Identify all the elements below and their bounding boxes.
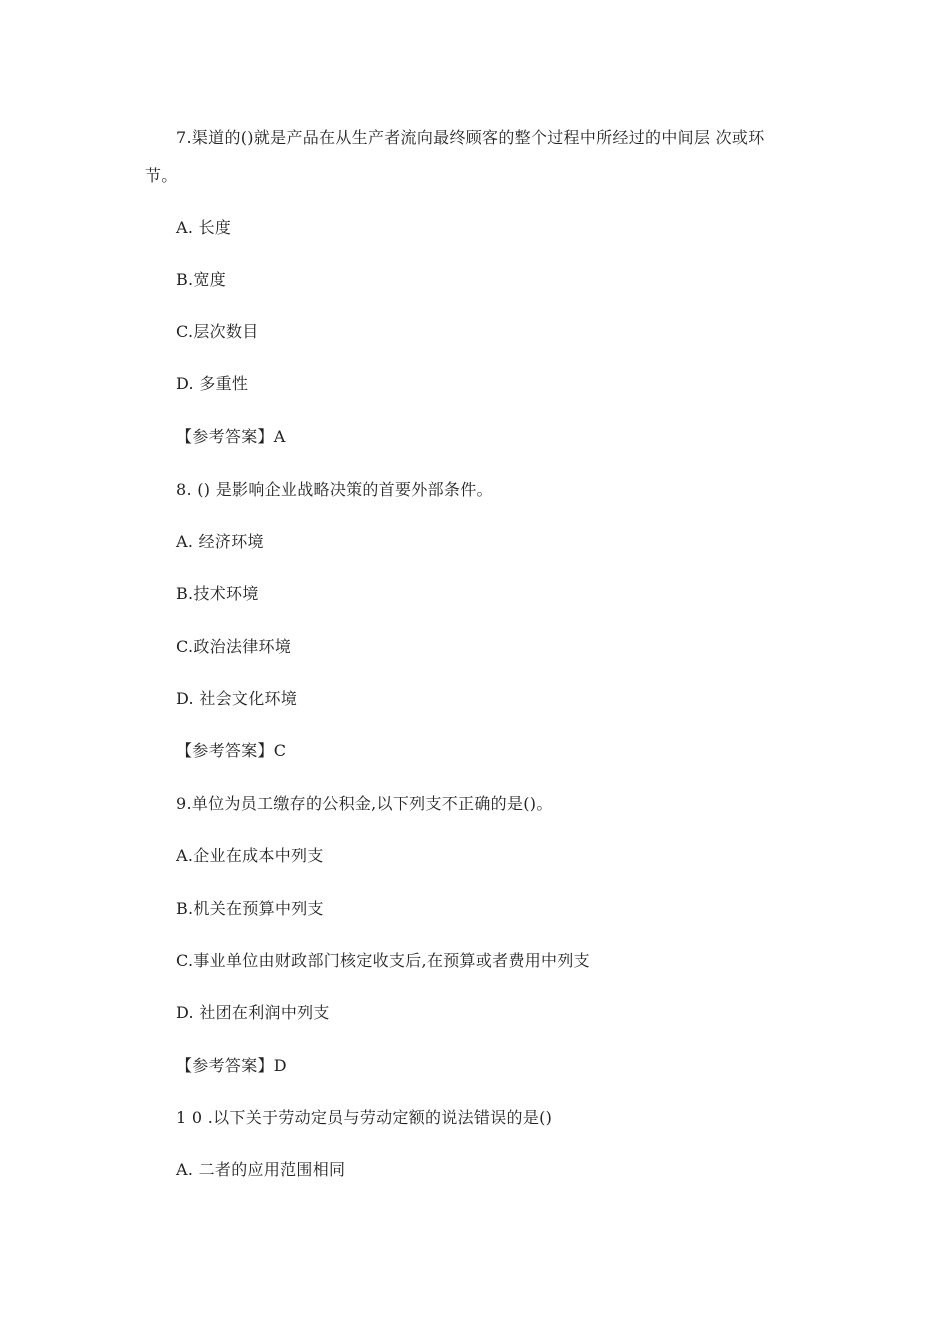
question-10-option-a: A. 二者的应用范围相同 <box>176 1160 346 1179</box>
question-10-stem: 1 0 .以下关于劳动定员与劳动定额的说法错误的是() <box>176 1108 553 1127</box>
question-7-stem: 7.渠道的()就是产品在从生产者流向最终顾客的整个过程中所经过的中间层 次或环 <box>176 128 765 147</box>
question-9-stem: 9.单位为员工缴存的公积金,以下列支不正确的是()。 <box>176 794 553 813</box>
question-8-option-b: B.技术环境 <box>176 584 259 603</box>
question-8-answer: 【参考答案】C <box>176 741 287 760</box>
question-8-option-d: D. 社会文化环境 <box>176 689 298 708</box>
question-7-option-b: B.宽度 <box>176 270 227 289</box>
question-8-option-c: C.政治法律环境 <box>176 637 292 656</box>
question-8-option-a: A. 经济环境 <box>176 532 264 551</box>
question-7-option-a: A. 长度 <box>176 218 232 237</box>
question-9-option-c: C.事业单位由财政部门核定收支后,在预算或者费用中列支 <box>176 951 590 970</box>
question-9-option-a: A.企业在成本中列支 <box>176 846 324 865</box>
question-9-option-d: D. 社团在利润中列支 <box>176 1003 330 1022</box>
question-9-option-b: B.机关在预算中列支 <box>176 899 324 918</box>
question-7-answer: 【参考答案】A <box>176 427 286 446</box>
question-8-stem: 8. () 是影响企业战略决策的首要外部条件。 <box>176 480 493 499</box>
question-9-answer: 【参考答案】D <box>176 1056 287 1075</box>
question-7-option-c: C.层次数目 <box>176 322 259 341</box>
question-7-option-d: D. 多重性 <box>176 374 249 393</box>
question-7-stem-continued: 节。 <box>145 166 178 185</box>
